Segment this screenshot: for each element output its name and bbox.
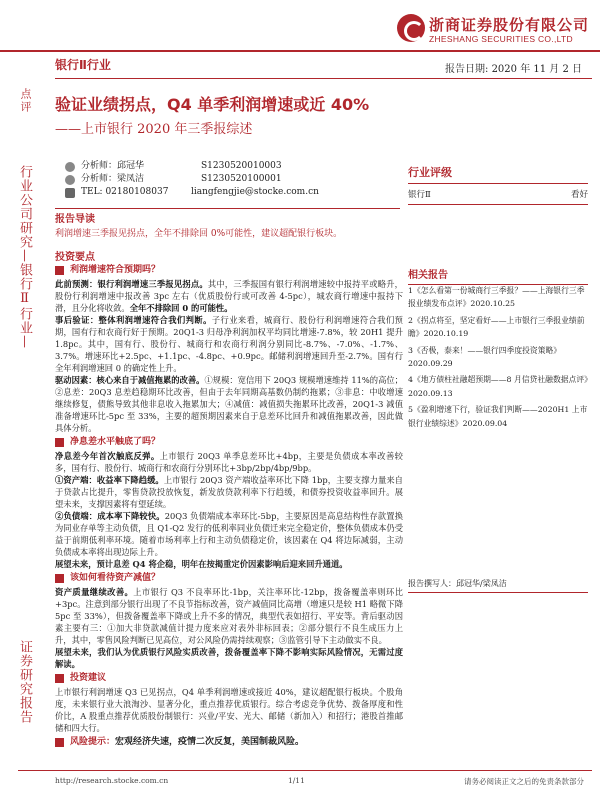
related-report-item[interactable]: 3《否极，泰来！——银行四季度投资策略》2020.09.29 [408,345,562,369]
phone-icon [65,188,75,198]
contact-row [65,186,319,199]
person-icon [65,162,75,172]
paragraph: 驱动因素：核心来自于减值拖累的改善。①规模：宽信用下 20Q3 规模增速维持 11%的高位；②息差：20Q3 息差趋稳期环比改善，但由于去年同期高基数仍制约拖累；③非息：中收增速继续修复，债熊导致其他非息收入拖累加大；④减值：减值损失拖累环比改善，20Q1-3 减值准备增速环比-5pc 至 33%，主要的超预期因素来自于息差环比回升和减值拖累改善，因此做具体分析。 [55,375,403,433]
analyst-name: 分析师：梁凤洁 [81,174,145,184]
chart-placeholder [408,210,588,262]
analyst-row [65,173,319,186]
paragraph: 展望未来，预计息差 Q4 将企稳，明年在按揭重定价因素影响后迎来回升通道。 [55,559,348,569]
paragraph: 上市银行利润增速 Q3 已见拐点，Q4 单季利润增速或接近 40%，建议超配银行板块。个股角度，未来银行业大浪淘沙、显著分化，重点推荐优质银行。综合考虑竞争优势、拨备厚度和性价比，A 股重点推荐优质股份制银行：兴业/平安、光大、邮储（新加入）和招行；港股首推邮储和四大行。 [55,687,403,733]
rating-title: 行业评级 [408,164,588,184]
footer-disclaimer: 请务必阅读正文之后的免责条款部分 [464,777,584,786]
company-logo [397,12,593,50]
paragraph: ①资产端：收益率下降趋缓。上市银行 20Q3 资产端收益率环比下降 1bp，主要支撑力量来自于贷款占比提升，零售贷款投放恢复，新发放贷款利率下行趋缓，和债券投资收益率回升。展望未来，支撑因素将有望延续。 [55,475,403,509]
analyst-id: S1230520010003 [201,161,282,171]
rating-value: 看好 [570,190,588,200]
rating-label: 银行Ⅱ [408,190,431,200]
report-date [445,60,582,75]
paragraph: 资产质量继续改善。上市银行 Q3 不良率环比-1bp，关注率环比-12bp，拨备覆盖率则环比+3pc。注意到部分银行出现了不良节指标改善，资产减值同比高增（增速只是较 H1 略微下降 5pc 至 33%），但拨备覆盖率下降或上升不多的情况，典型代表如招行、平安等。背后驱动因素主要有三：①加大非贷款减值计提力度来应对表外非标回表；②部分银行不良生成压力上升，其中，零售风险判断已见高位，对公风险仍需持续观察；③监管引导下主动做实不良。 [55,587,403,645]
paragraph: 此前预测：银行利润增速三季报见拐点。其中，三季报国有银行利润增速较中报持平或略升，股份行利润增速中报改善 3pc 左右（优质股份行或可改善 4-5pc），城农商行增速中报持下滑，且分化将收敛。全年不排除回 0 的可能性。 [55,279,403,313]
analyst-block [65,160,319,199]
related-report-item[interactable]: 2《拐点将至，坚定看好——上市银行三季报业绩前瞻》2020.10.19 [408,315,585,339]
report-date-label: 报告日期: [445,64,489,75]
company-name-en: ZHESHANG SECURITIES CO.,LTD [429,34,573,44]
question-heading: 该如何看待资产减值？ [55,571,403,585]
risk-heading: 风险提示： 宏观经济失速，疫情二次反复，美国制裁风险。 [55,735,403,749]
bullet-square-icon [55,674,64,683]
side-label-report-type: 证券研究报告 [17,640,32,724]
question-heading: 净息差水平触底了吗？ [55,435,403,449]
rating-panel [408,160,588,205]
side-label-review: 点评 [19,88,32,114]
main-body [55,262,403,750]
guide-divider [55,208,400,209]
footer-divider [18,770,592,771]
related-report-item[interactable]: 4《地方债柱社融超预期——8 月信贷社融数据点评》2020.09.13 [408,375,589,398]
side-label-category: 行业公司研究—银行Ⅱ行业— [17,165,32,349]
analyst-name: 分析师：邱冠华 [81,161,145,171]
company-logo-icon [397,14,425,42]
header-divider-2 [55,78,592,79]
rating-row [408,184,588,205]
industry-tag: 银行Ⅱ行业 [55,58,111,72]
company-name-cn: 浙商证券股份有限公司 [429,16,590,34]
paragraph: 展望未来，我们认为优质银行风险实质改善，拨备覆盖率下降不影响实际风险情况，无需过度解读。 [55,647,403,669]
related-reports-list [408,284,590,433]
analyst-id: S1230520100001 [201,174,282,184]
person-icon [65,175,75,185]
report-author: 报告撰写人：邱冠华/梁凤洁 [408,579,507,588]
points-heading: 投资要点 [55,252,95,263]
report-date-value: 2020 年 11 月 2 日 [491,64,582,75]
footer-url[interactable]: http://research.stocke.com.cn [55,776,169,785]
bullet-square-icon [55,266,64,275]
related-report-item[interactable]: 5《盈利增速下行，验证我们判断——2020H1 上市银行业绩综述》2020.09.04 [408,405,588,428]
related-report-item[interactable]: 1《怎么看第一份城商行三季报？——上海银行三季报业绩发布点评》2020.10.25 [408,286,585,309]
author-divider [408,592,588,593]
page-subtitle: ——上市银行 2020 年三季报综述 [55,122,253,137]
guide-heading: 报告导读 [55,214,95,225]
page-number: 1/11 [288,776,305,785]
paragraph: ②负债端：成本率下降较快。20Q3 负债端成本率环比-5bp，主要原因是高息结构性存款置换为同业存单等主动负债，且 Q1-Q2 发行的低利率同业负债迁来完全稳定价，整体负债成本仍受益于前期低利率环境。随着市场利率上行和主动负债稳定价，该因素在 Q4 将边际减弱，主动负债成本率将出现边际上升。 [55,511,403,557]
guide-text: 利润增速三季报见拐点，全年不排除回 0%可能性，建议超配银行板块。 [55,229,343,239]
contact-tel: TEL: 02180108037 [81,187,169,197]
question-heading: 利润增速符合预期吗？ [55,263,403,277]
page-title: 验证业绩拐点，Q4 单季利润增速或近 40% [55,95,370,114]
bullet-square-icon [55,738,64,747]
paragraph: 净息差今年首次触底反弹。上市银行 20Q3 单季息差环比+4bp，主要是负债成本率改善较多，国有行、股份行、城商行和农商行分别环比+3bp/2bp/4bp/9bp。 [55,451,403,473]
bullet-square-icon [55,574,64,583]
analyst-row [65,160,319,173]
contact-email[interactable]: liangfengjie@stocke.com.cn [191,187,319,197]
bullet-square-icon [55,438,64,447]
question-heading: 投资建议 [55,671,403,685]
paragraph: 事后验证：整体利润增速符合我们判断。子行业来看，城商行、股份行利润增速符合我们预期，国有行和农商行好于预期。20Q1-3 归母净利润加权平均同比增速-7.8%，较 20H1 提升 1.8pc。其中，国有行、股份行、城商行和农商行利润分别同比-8.7%、-7.0%、-1.7%、3.7%。增速环比+2.5pc、+1.1pc、-4.8pc、+0.9pc。邮储利润增速回升至-2.7%。国有行全年利润增速回 0 的确定性上升。 [55,315,403,373]
related-reports-title: 相关报告 [408,266,588,285]
header-divider [0,50,600,52]
